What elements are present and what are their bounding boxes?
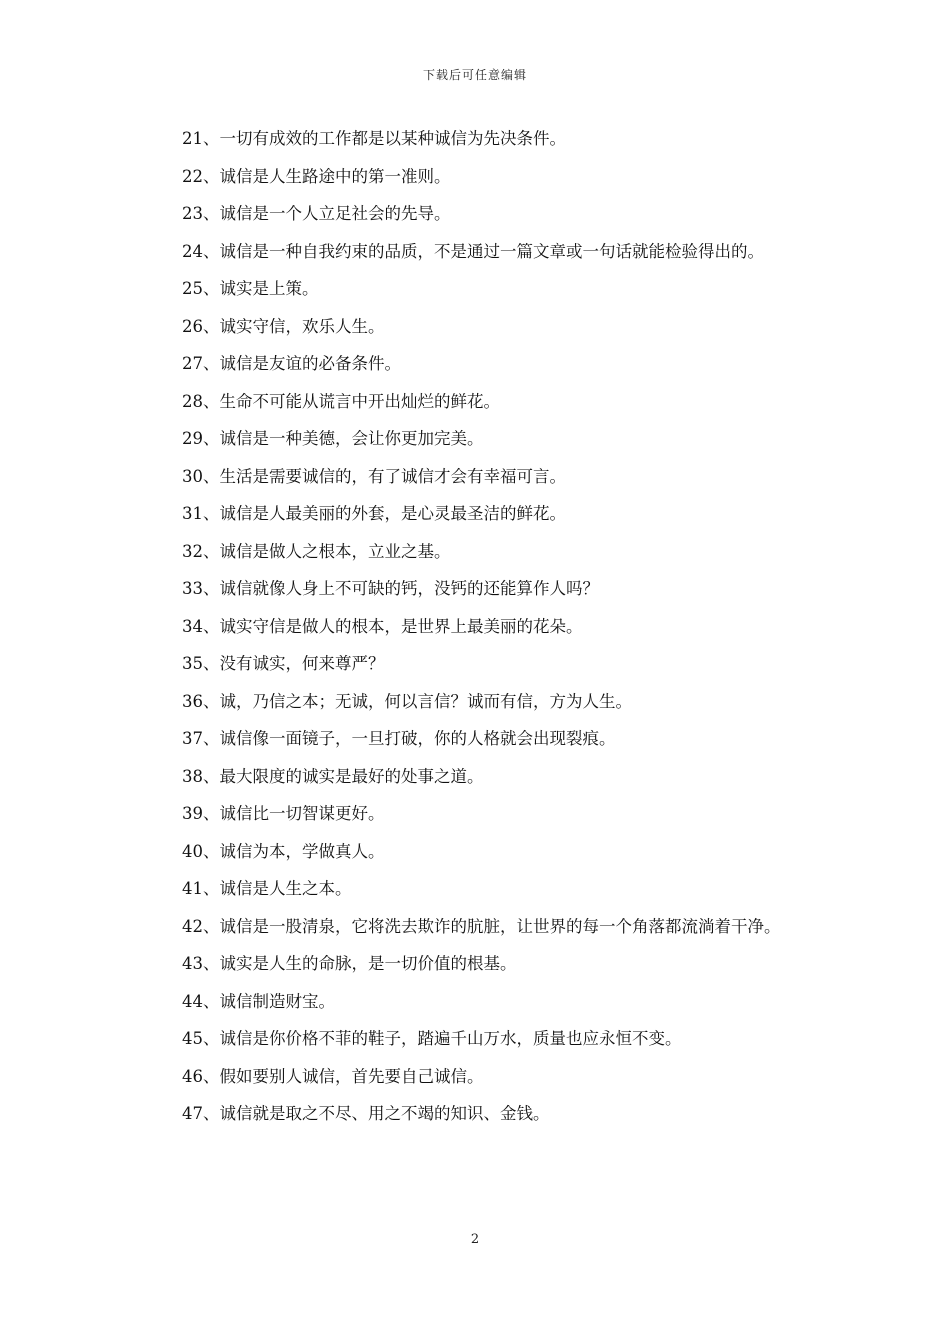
list-item: 25、诚实是上策。 [182, 279, 319, 298]
list-item: 24、诚信是一种自我约束的品质，不是通过一篇文章或一句话就能检验得出的。 [182, 241, 764, 261]
list-item: 31、诚信是人最美丽的外套，是心灵最圣洁的鲜花。 [182, 504, 566, 523]
list-item: 34、诚实守信是做人的根本，是世界上最美丽的花朵。 [182, 616, 583, 636]
page-number: 2 [470, 1232, 480, 1247]
list-item: 36、诚，乃信之本；无诚，何以言信？诚而有信，方为人生。 [182, 691, 632, 711]
list-item: 26、诚实守信，欢乐人生。 [182, 316, 385, 336]
list-item: 44、诚信制造财宝。 [182, 991, 335, 1011]
list-item: 40、诚信为本，学做真人。 [182, 841, 385, 861]
list-item: 30、生活是需要诚信的，有了诚信才会有幸福可言。 [182, 466, 566, 486]
list-item: 37、诚信像一面镜子，一旦打破，你的人格就会出现裂痕。 [182, 729, 616, 748]
list-item: 38、最大限度的诚实是最好的处事之道。 [182, 766, 484, 786]
list-item: 47、诚信就是取之不尽、用之不竭的知识、金钱。 [182, 1104, 550, 1123]
list-item: 45、诚信是你价格不菲的鞋子，踏遍千山万水，质量也应永恒不变。 [182, 1029, 682, 1048]
list-item: 23、诚信是一个人立足社会的先导。 [182, 204, 451, 223]
list-item: 41、诚信是人生之本。 [182, 879, 352, 898]
page-header: 下载后可任意编辑 [422, 68, 527, 82]
list-item: 42、诚信是一股清泉，它将洗去欺诈的肮脏，让世界的每一个角落都流淌着干净。 [182, 916, 781, 936]
list-item: 28、生命不可能从谎言中开出灿烂的鲜花。 [182, 391, 500, 411]
list-item: 22、诚信是人生路途中的第一准则。 [182, 166, 451, 186]
list-item: 32、诚信是做人之根本，立业之基。 [182, 541, 451, 561]
quote-list [146, 120, 810, 1133]
list-item: 35、没有诚实，何来尊严？ [182, 654, 385, 673]
list-item: 46、假如要别人诚信，首先要自己诚信。 [182, 1066, 484, 1086]
list-item: 33、诚信就像人身上不可缺的钙，没钙的还能算作人吗？ [182, 579, 599, 598]
list-item: 27、诚信是友谊的必备条件。 [182, 354, 401, 373]
list-item: 21、一切有成效的工作都是以某种诚信为先决条件。 [182, 129, 566, 148]
list-item: 39、诚信比一切智谋更好。 [182, 804, 385, 823]
list-item: 43、诚实是人生的命脉，是一切价值的根基。 [182, 954, 517, 973]
list-item: 29、诚信是一种美德，会让你更加完美。 [182, 429, 484, 448]
